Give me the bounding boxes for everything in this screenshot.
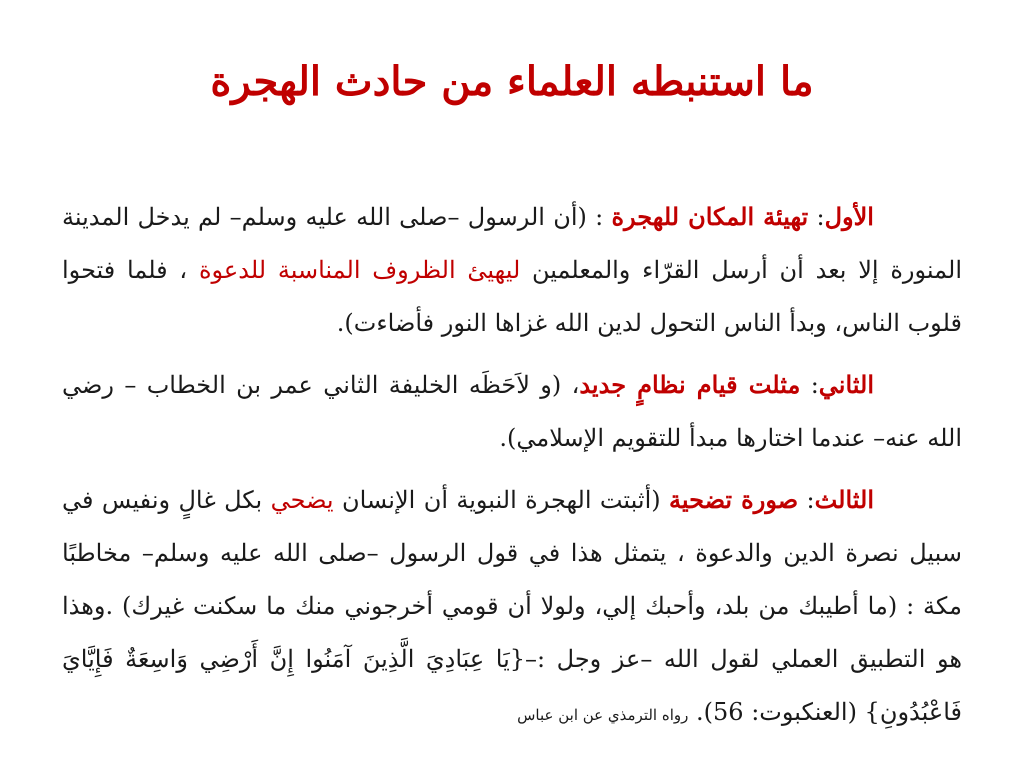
paragraph-label: الأول: [824, 202, 874, 231]
paragraph-text: ، (و لاَحَظَه الخليفة الثاني عمر بن الخطاب – رضي الله عنه– عندما اختارها مبدأ للتقويم الإسلامي).: [62, 371, 962, 452]
paragraph-text: ، فلما فتحوا قلوب الناس، وبدأ الناس التحول لدين الله غزاها النور فأضاءت).: [62, 256, 962, 337]
paragraph-text: : (أن الرسول –صلى الله عليه وسلم– لم يدخل المدينة المنورة إلا بعد أن أرسل القرّاء والمعلمين: [62, 203, 963, 284]
label-colon: :: [806, 486, 815, 514]
paragraph-third: [62, 473, 962, 742]
hadith-narration: رواه الترمذي عن ابن عباس: [517, 706, 689, 724]
highlighted-text: ليهيئ الظروف المناسبة للدعوة: [198, 256, 521, 284]
paragraph-text: (أثبتت الهجرة النبوية أن الإنسان: [333, 486, 669, 514]
paragraph-topic: مثلت قيام نظامٍ جديد: [579, 370, 801, 399]
label-colon: :: [810, 371, 819, 399]
paragraph-first: [62, 190, 962, 350]
paragraph-label: الثاني: [818, 370, 875, 399]
paragraph-topic: صورة تضحية: [668, 485, 799, 514]
slide-body: [62, 190, 962, 750]
highlighted-text: يضحي: [270, 486, 334, 514]
paragraph-second: [62, 358, 962, 465]
paragraph-text: بكل غالٍ ونفيس في سبيل نصرة الدين والدعوة ، يتمثل هذا في قول الرسول –صلى الله عليه وسلم– مخاطبًا مكة : (ما أطيبك من بلد، وأحبك إلي، ولولا أن قومي أخرجوني منك ما سكنت غيرك) .وهذا هو التطبيق العملي لقول الله –عز وجل :–{يَا عِبَادِيَ الَّذِينَ آمَنُوا إِنَّ أَرْضِي وَاسِعَةٌ فَإِيَّايَ فَاعْبُدُونِ} (العنكبوت: 56).: [62, 486, 962, 726]
paragraph-topic: تهيئة المكان للهجرة: [611, 202, 809, 231]
slide-title: ما استنبطه العلماء من حادث الهجرة: [210, 58, 814, 105]
label-colon: :: [816, 203, 825, 231]
paragraph-label: الثالث: [814, 485, 874, 514]
